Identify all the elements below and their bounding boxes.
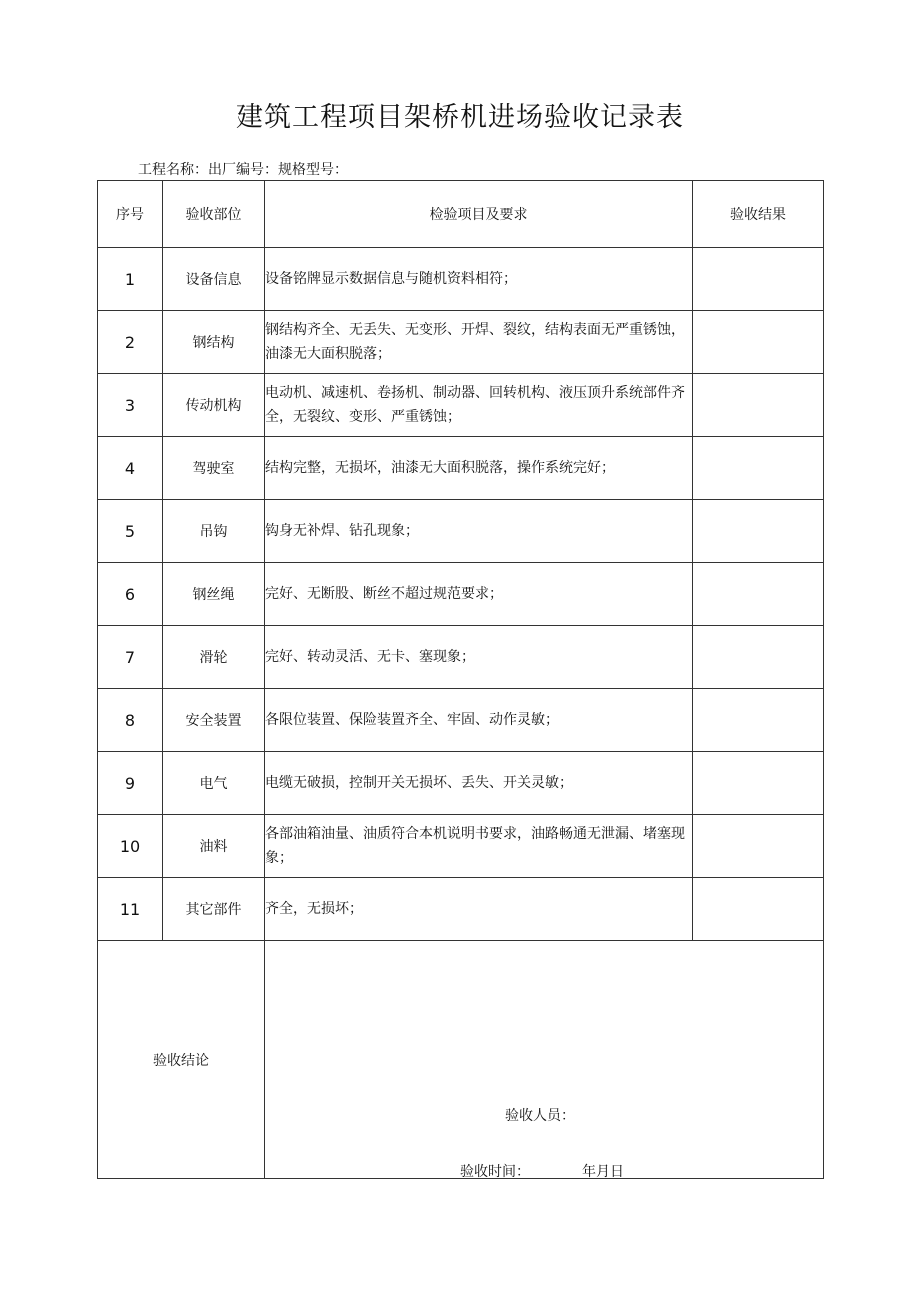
- inspector-label: 验收人员：: [505, 1108, 575, 1124]
- row-result-cell[interactable]: [693, 437, 824, 500]
- row-part: 传动机构: [163, 374, 265, 437]
- row-no: 8: [98, 689, 163, 752]
- row-requirement: 各限位装置、保险装置齐全、牢固、动作灵敏；: [265, 689, 693, 752]
- table-row: [98, 311, 824, 374]
- row-part: 其它部件: [163, 878, 265, 941]
- row-requirement: 钩身无补焊、钻孔现象；: [265, 500, 693, 563]
- row-part: 吊钩: [163, 500, 265, 563]
- inspection-time-label: 验收时间：: [460, 1164, 530, 1180]
- row-no: 7: [98, 626, 163, 689]
- row-no: 9: [98, 752, 163, 815]
- row-no: 4: [98, 437, 163, 500]
- table-row: [98, 374, 824, 437]
- row-result-cell[interactable]: [693, 563, 824, 626]
- row-result-cell[interactable]: [693, 878, 824, 941]
- row-part: 钢结构: [163, 311, 265, 374]
- row-result-cell[interactable]: [693, 626, 824, 689]
- row-result-cell[interactable]: [693, 500, 824, 563]
- header-result: 验收结果: [693, 181, 824, 248]
- table-row: [98, 248, 824, 311]
- table-row: [98, 815, 824, 878]
- document-title: 建筑工程项目架桥机进场验收记录表: [236, 102, 684, 133]
- row-result-cell[interactable]: [693, 374, 824, 437]
- row-part: 安全装置: [163, 689, 265, 752]
- project-info-line: 工程名称：出厂编号：规格型号：: [138, 162, 348, 178]
- table-row: [98, 626, 824, 689]
- row-no: 11: [98, 878, 163, 941]
- row-requirement: 电动机、减速机、卷扬机、制动器、回转机构、液压顶升系统部件齐全，无裂纹、变形、严重锈蚀；: [265, 374, 693, 437]
- conclusion-row: [98, 941, 824, 1179]
- row-part: 电气: [163, 752, 265, 815]
- table-row: [98, 437, 824, 500]
- conclusion-body[interactable]: [265, 941, 824, 1179]
- row-result-cell[interactable]: [693, 752, 824, 815]
- row-requirement: 电缆无破损，控制开关无损坏、丢失、开关灵敏；: [265, 752, 693, 815]
- table-row: [98, 689, 824, 752]
- row-requirement: 设备铭牌显示数据信息与随机资料相符；: [265, 248, 693, 311]
- row-requirement: 结构完整，无损坏，油漆无大面积脱落，操作系统完好；: [265, 437, 693, 500]
- row-no: 2: [98, 311, 163, 374]
- row-part: 滑轮: [163, 626, 265, 689]
- conclusion-label: 验收结论: [98, 941, 265, 1179]
- row-no: 5: [98, 500, 163, 563]
- row-requirement: 钢结构齐全、无丢失、无变形、开焊、裂纹，结构表面无严重锈蚀，油漆无大面积脱落；: [265, 311, 693, 374]
- row-part: 油料: [163, 815, 265, 878]
- table-row: [98, 500, 824, 563]
- row-part: 设备信息: [163, 248, 265, 311]
- row-requirement: 完好、转动灵活、无卡、塞现象；: [265, 626, 693, 689]
- row-result-cell[interactable]: [693, 689, 824, 752]
- row-part: 驾驶室: [163, 437, 265, 500]
- row-result-cell[interactable]: [693, 815, 824, 878]
- row-requirement: 各部油箱油量、油质符合本机说明书要求，油路畅通无泄漏、堵塞现象；: [265, 815, 693, 878]
- table-row: [98, 752, 824, 815]
- row-result-cell[interactable]: [693, 248, 824, 311]
- row-result-cell[interactable]: [693, 311, 824, 374]
- row-no: 6: [98, 563, 163, 626]
- row-no: 3: [98, 374, 163, 437]
- row-no: 10: [98, 815, 163, 878]
- row-requirement: 齐全，无损坏；: [265, 878, 693, 941]
- header-part: 验收部位: [163, 181, 265, 248]
- row-part: 钢丝绳: [163, 563, 265, 626]
- header-requirements: 检验项目及要求: [265, 181, 693, 248]
- header-no: 序号: [98, 181, 163, 248]
- acceptance-table: [97, 180, 824, 1179]
- inspection-time-line: [460, 1161, 624, 1181]
- row-no: 1: [98, 248, 163, 311]
- table-header-row: [98, 181, 824, 248]
- table-row: [98, 878, 824, 941]
- table-row: [98, 563, 824, 626]
- inspection-date-label: 年月日: [582, 1164, 624, 1180]
- row-requirement: 完好、无断股、断丝不超过规范要求；: [265, 563, 693, 626]
